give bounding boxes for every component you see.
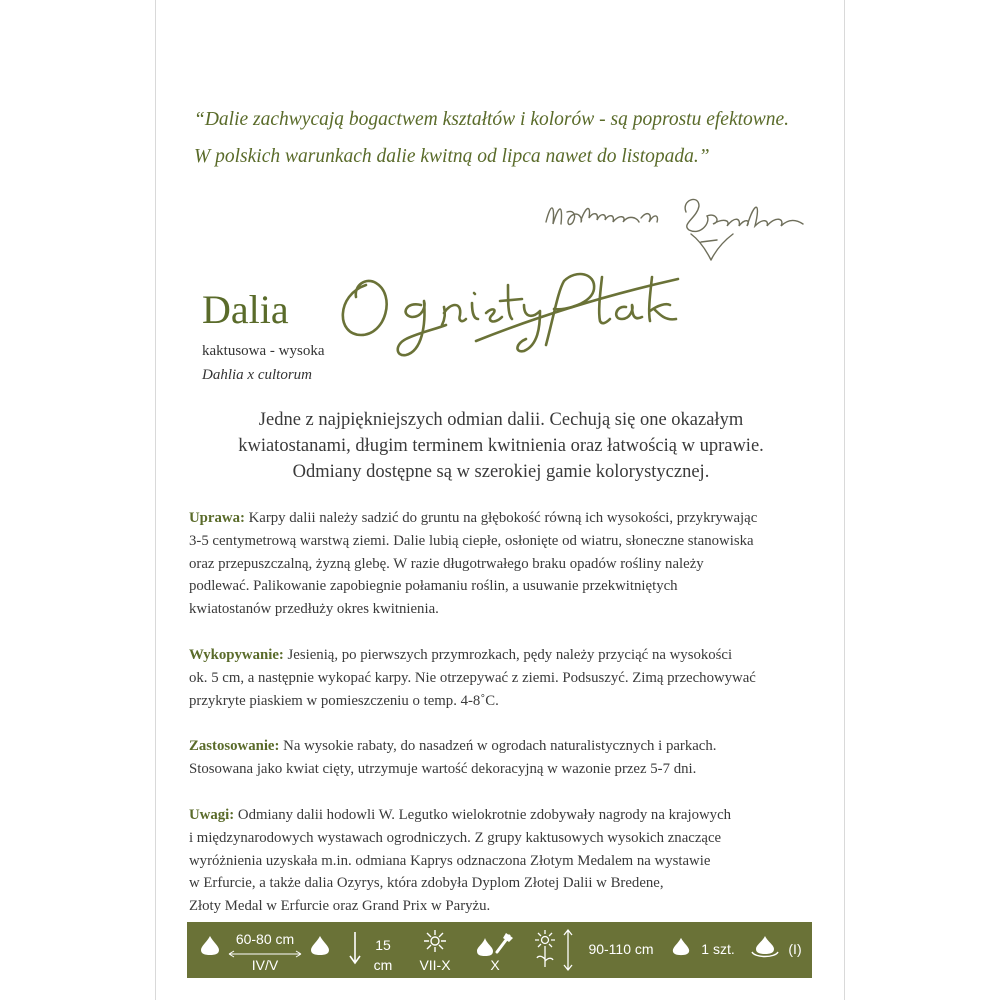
section-line: oraz przepuszczalną, żyzną glebę. W razie długotrwałego braku opadów rośliny należy [189, 555, 704, 572]
quote-line-1: “Dalie zachwycają bogactwem kształtów i kolorów - są poprostu efektowne. [194, 109, 790, 130]
arrow-down-icon [347, 930, 363, 966]
product-card [155, 0, 845, 1000]
quote [194, 101, 834, 175]
tuber-icon [309, 934, 331, 956]
section-zastosowanie [189, 735, 829, 781]
section-wykopywanie [189, 644, 829, 712]
variety-script-title [326, 255, 686, 365]
section-label: Zastosowanie: [189, 738, 280, 755]
intro-line-1: Jedne z najpiękniejszych odmian dalii. Cechują się one okazałym [258, 410, 744, 430]
spacing-value: 60-80 cm [235, 931, 295, 947]
quote-line-2: W polskich warunkach dalie kwitną od lipca nawet do listopada.” [194, 146, 710, 167]
section-line: Złoty Medal w Erfurcie oraz Grand Prix w Paryżu. [189, 898, 491, 915]
depth-value: 15 [375, 937, 391, 953]
intro-line-3: Odmiany dostępne są w szerokiej gamie kolorystycznej. [292, 462, 710, 482]
section-label: Uwagi: [189, 806, 235, 823]
bloom-time: VII-X [419, 957, 451, 973]
section-line: ok. 5 cm, a następnie wykopać karpy. Nie otrzepywać z ziemi. Podsuszyć. Zimą przechowywać [189, 669, 756, 686]
section-line: kwiatostanów przedłuży okres kwitnienia. [189, 601, 439, 618]
info-bar [187, 922, 812, 978]
section-label: Uprawa: [189, 510, 245, 526]
product-name: Dalia [202, 287, 289, 332]
dig-icon [475, 930, 515, 958]
section-line: Karpy dalii należy sadzić do gruntu na głębokość równą ich wysokości, przykrywając [244, 510, 758, 526]
harvest-time: X [490, 957, 500, 973]
section-line: Jesienią, po pierwszych przymrozkach, pędy należy przyciąć na wysokości [283, 646, 733, 663]
signature-image [541, 182, 826, 262]
flower-icon [531, 929, 559, 969]
section-label: Wykopywanie: [189, 646, 284, 663]
plant-height: 90-110 cm [588, 941, 654, 957]
description-sections [189, 507, 829, 941]
section-line: 3-5 centymetrową warstwą ziemi. Dalie lubią ciepłe, osłonięte od wiatru, słoneczne stanowiska [189, 532, 754, 549]
sun-icon [423, 929, 447, 953]
tuber-icon [671, 936, 691, 956]
section-line: i międzynarodowych wystawach ogrodniczych. Z grupy kaktusowych wysokich znaczące [189, 829, 722, 846]
quantity: 1 szt. [701, 941, 735, 957]
section-line: podlewać. Palikowanie zapobiegnie połamaniu roślin, a usuwanie przekwitniętych [189, 578, 678, 595]
height-arrow-icon [561, 928, 575, 972]
depth-unit: cm [373, 957, 393, 973]
section-line: Na wysokie rabaty, do nasadzeń w ogrodach naturalistycznych i parkach. [279, 738, 717, 755]
intro-text [176, 407, 826, 485]
tuber-icon [199, 934, 221, 956]
product-subtitle: kaktusowa - wysoka [202, 343, 325, 359]
section-line: Odmiany dalii hodowli W. Legutko wielokrotnie zdobywały nagrody na krajowych [234, 806, 732, 823]
product-latin-name: Dahlia x cultorum [202, 367, 312, 383]
section-line: w Erfurcie, a także dalia Ozyrys, która zdobyła Dyplom Złotej Dalii w Bredene, [189, 875, 664, 892]
grade: (I) [788, 941, 802, 957]
intro-line-2: kwiatostanami, długim terminem kwitnienia oraz łatwością w uprawie. [238, 436, 764, 456]
section-line: przykryte piaskiem w pomieszczeniu o temp. 4-8˚C. [189, 692, 499, 709]
tuber-grade-icon [749, 934, 781, 960]
planting-time: IV/V [251, 957, 279, 973]
section-line: wyróżnienia uzyskała m.in. odmiana Kaprys odznaczona Złotym Medalem na wystawie [189, 852, 711, 869]
section-uprawa [189, 507, 829, 621]
section-line: Stosowana jako kwiat cięty, utrzymuje wartość dekoracyjną w wazonie przez 5-7 dni. [189, 761, 697, 778]
section-uwagi [189, 804, 829, 918]
